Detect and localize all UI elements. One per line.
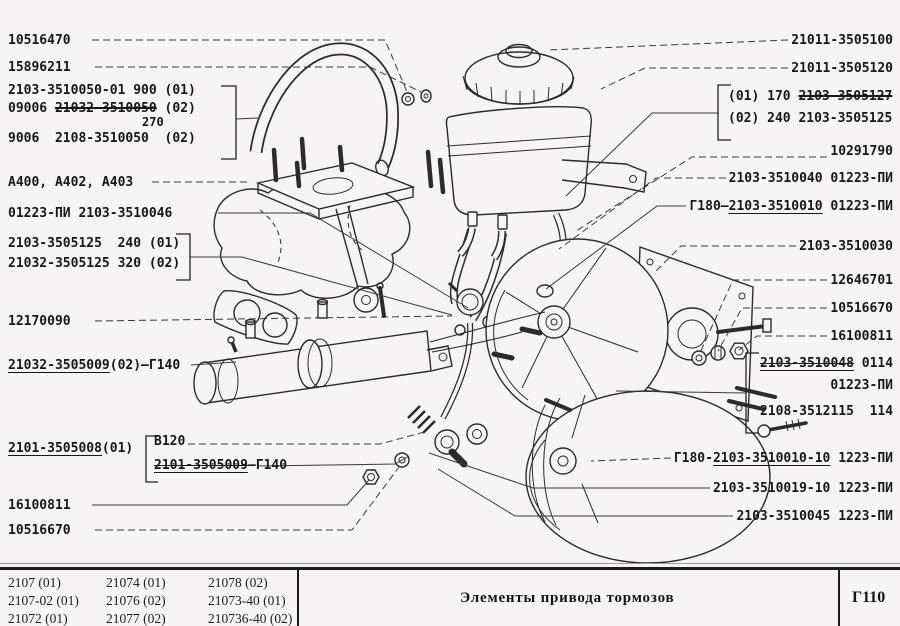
part-label-a400-a402-a403: A400, A402, A403 bbox=[8, 175, 134, 190]
part-label-10516470: 10516470 bbox=[8, 33, 71, 48]
part-label-2103-3505127 bbox=[728, 89, 892, 104]
model-code: 21076 (02) bbox=[106, 593, 166, 608]
part-label-16100811-left: 16100811 bbox=[8, 498, 71, 513]
footer-divider-2 bbox=[838, 567, 840, 626]
part-label-21011-3505120: 21011-3505120 bbox=[791, 61, 893, 76]
correction-note-270: 270 bbox=[142, 115, 164, 129]
label-prefix: Г180- bbox=[673, 451, 713, 466]
brake-fluid-reservoir-drawing bbox=[446, 45, 646, 230]
part-label-21032-3505125: 21032-3505125 320 (02) bbox=[8, 256, 181, 271]
part-label-10291790: 10291790 bbox=[830, 144, 893, 159]
label-prefix: Г180— bbox=[689, 199, 729, 214]
part-label-v120: В120 bbox=[154, 434, 186, 449]
model-code: 210736-40 (02) bbox=[208, 611, 293, 626]
label-underlined-number: 2103-3510010 bbox=[728, 199, 823, 214]
model-code: 2107-02 (01) bbox=[8, 593, 79, 608]
model-code: 21078 (02) bbox=[208, 575, 268, 590]
label-prefix: (01) 170 bbox=[728, 89, 799, 104]
label-suffix: (02)—Г140 bbox=[109, 358, 181, 373]
part-label-2103-3505125: 2103-3505125 240 (01) bbox=[8, 236, 181, 251]
label-suffix: 1223-ПИ bbox=[830, 451, 893, 466]
intake-manifold-drawing bbox=[214, 139, 443, 344]
model-code: 21074 (01) bbox=[106, 575, 166, 590]
part-label-10516670-right: 10516670 bbox=[830, 301, 893, 316]
part-label-21032-3505009 bbox=[8, 358, 180, 373]
footer-top-rule-dark bbox=[0, 567, 900, 570]
part-label-21032-3510050 bbox=[8, 101, 196, 116]
label-underlined-number: 21032-3505009 bbox=[8, 358, 110, 373]
part-label-2103-3505125-right: (02) 240 2103-3505125 bbox=[728, 111, 893, 126]
label-underlined-number: 2101-3505008 bbox=[8, 441, 102, 456]
part-label-2108-3512115: 2108-3512115 114 bbox=[760, 404, 894, 419]
part-label-2103-3510046: 01223-ПИ 2103-3510046 bbox=[8, 206, 173, 221]
part-label-12646701: 12646701 bbox=[830, 273, 893, 288]
part-label-2101-3505009 bbox=[154, 458, 287, 473]
model-code: 21077 (02) bbox=[106, 611, 166, 626]
footer-divider-1 bbox=[297, 567, 299, 626]
sheet-code: Г110 bbox=[852, 589, 886, 606]
part-label-2103-3510030: 2103-3510030 bbox=[799, 239, 893, 254]
part-label-2103-3510019-10: 2103-3510019-10 1223-ПИ bbox=[712, 481, 893, 496]
sheet-title: Элементы привода тормозов bbox=[460, 590, 675, 606]
label-suffix: (02) bbox=[156, 101, 196, 116]
part-label-2101-3505008 bbox=[8, 441, 133, 456]
label-suffix: 0114 bbox=[853, 356, 894, 371]
part-label-2103-3510048 bbox=[760, 356, 893, 371]
part-label-2103-3510010 bbox=[689, 199, 893, 214]
model-code: 2107 (01) bbox=[8, 575, 61, 590]
label-prefix: 09006 bbox=[8, 101, 55, 116]
part-label-2103-3510010-10 bbox=[674, 451, 893, 466]
label-struck-underlined-number: 2103-3510048 bbox=[760, 356, 854, 371]
label-struck-underlined-number: 2101-3505009 bbox=[154, 458, 248, 473]
label-suffix: —Г140 bbox=[247, 458, 288, 473]
part-label-16100811-right: 16100811 bbox=[830, 329, 893, 344]
part-label-2103-3510045: 2103-3510045 1223-ПИ bbox=[736, 509, 893, 524]
label-struck-number: 21032-3510050 bbox=[54, 101, 157, 116]
part-label-12170090: 12170090 bbox=[8, 314, 71, 329]
union-fitting-drawing bbox=[363, 406, 487, 484]
label-underlined-number: 2103-3510010-10 bbox=[712, 451, 831, 466]
part-label-2108-3510050: 9006 2108-3510050 (02) bbox=[8, 131, 196, 146]
label-suffix: (01) bbox=[101, 441, 134, 456]
fastener-nuts-top bbox=[402, 90, 431, 105]
model-code: 21072 (01) bbox=[8, 611, 68, 626]
footer-top-rule-light bbox=[0, 563, 900, 564]
part-label-15896211: 15896211 bbox=[8, 60, 71, 75]
label-suffix: 01223-ПИ bbox=[822, 199, 893, 214]
part-label-2103-3510050-01: 2103-3510050-01 900 (01) bbox=[8, 83, 196, 98]
part-label-10516670-left: 10516670 bbox=[8, 523, 71, 538]
part-label-01223-pi: 01223-ПИ bbox=[830, 378, 893, 393]
part-label-2103-3510040: 2103-3510040 01223-ПИ bbox=[728, 171, 893, 186]
model-code: 21073-40 (01) bbox=[208, 593, 286, 608]
part-label-21011-3505100: 21011-3505100 bbox=[791, 33, 893, 48]
label-struck-number: 2103-3505127 bbox=[798, 89, 893, 104]
